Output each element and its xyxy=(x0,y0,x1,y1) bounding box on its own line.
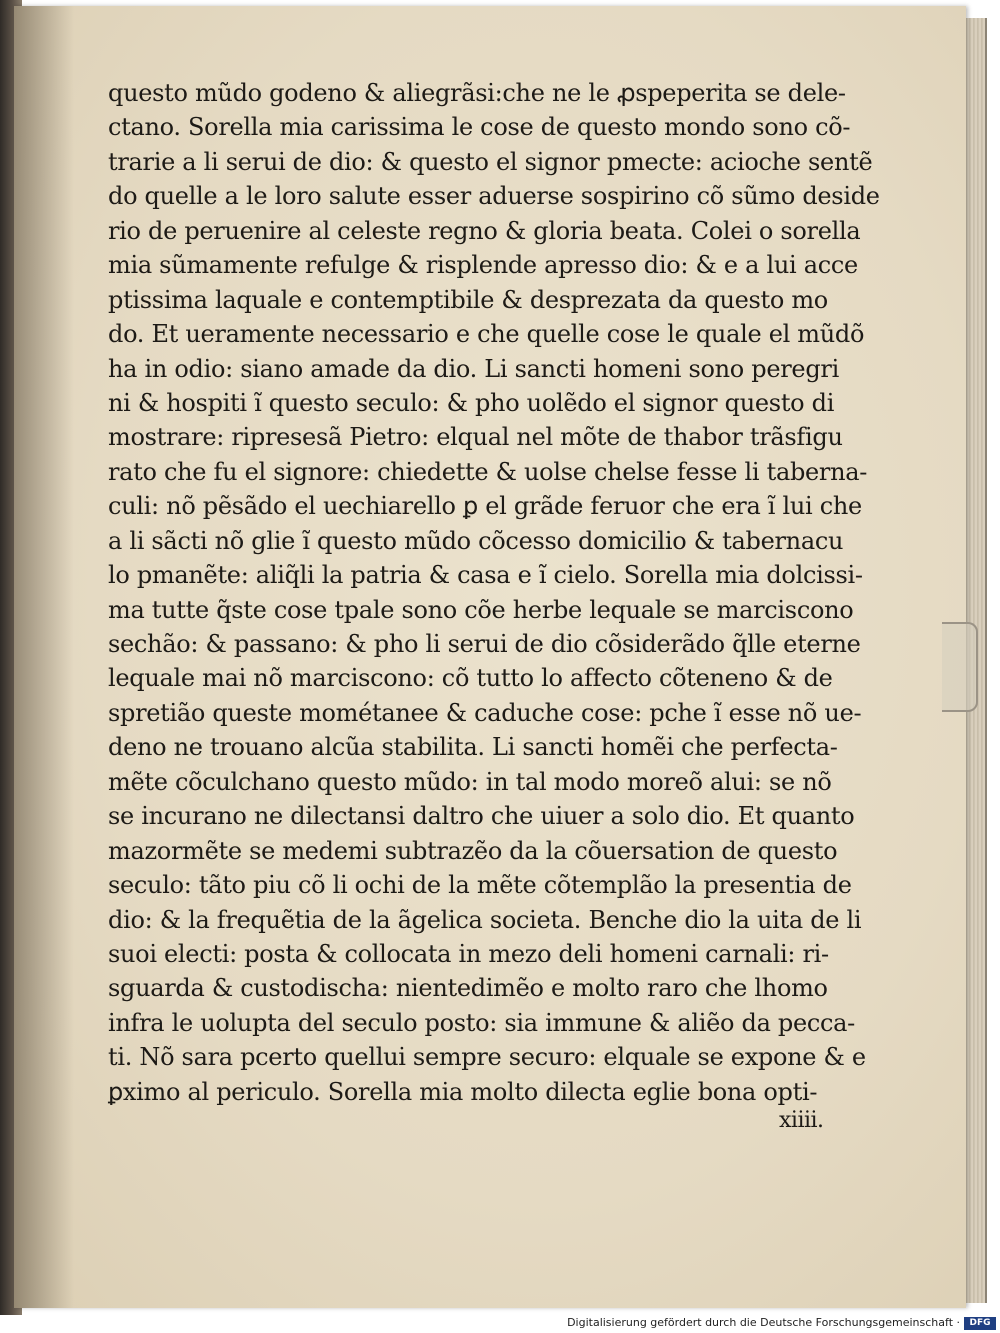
text-line: do quelle a le loro salute esser aduerse sospirino cõ sũmo deside xyxy=(108,182,880,211)
folio-number: xiiii. xyxy=(779,1108,824,1133)
text-line: culi: nõ pẽsãdo el uechiarello ꝑ el grãde feruor che era ĩ lui che xyxy=(108,492,862,521)
text-line: ni & hospiti ĩ questo seculo: & pho uolẽdo el signor questo di xyxy=(108,388,835,417)
page-clip xyxy=(942,622,978,712)
text-line: ha in odio: siano amade da dio. Li sancti homeni sono peregri xyxy=(108,354,839,383)
text-line: ma tutte q̃ste cose tpale sono cõe herbe lequale se marciscono xyxy=(108,595,854,624)
funding-credit: Digitalisierung gefördert durch die Deutsche Forschungsgemeinschaft · xyxy=(567,1316,960,1329)
footer-bar xyxy=(0,1315,1000,1333)
text-line: mia sũmamente refulge & risplende apresso dio: & e a lui acce xyxy=(108,251,858,280)
text-line: lo pmanẽte: aliq̃li la patria & casa e ĩ cielo. Sorella mia dolcissi- xyxy=(108,561,863,590)
text-line: sguarda & custodischa: nientedimẽo e molto raro che lhomo xyxy=(108,974,828,1003)
text-line: ti. Nõ sara pcerto quellui sempre securo: elquale se expone & e xyxy=(108,1043,866,1072)
text-line: mẽte cõculchano questo mũdo: in tal modo moreõ alui: se nõ xyxy=(108,767,832,796)
gutter-shadow xyxy=(14,6,74,1308)
dfg-logo: DFG xyxy=(964,1317,996,1330)
text-line: trarie a li serui de dio: & questo el signor pmecte: acioche sentẽ xyxy=(108,147,873,176)
text-line: seculo: tãto piu cõ li ochi de la mẽte cõtemplão la presentia de xyxy=(108,871,852,900)
text-line: dio: & la frequẽtia de la ãgelica societa. Benche dio la uita de li xyxy=(108,905,862,934)
text-line: ptissima laquale e contemptibile & desprezata da questo mo xyxy=(108,285,828,314)
text-line: se incurano ne dilectansi daltro che uiuer a solo dio. Et quanto xyxy=(108,802,855,831)
text-line: spretião queste mométanee & caduche cose: pche ĩ esse nõ ue- xyxy=(108,698,862,727)
text-line: questo mũdo godeno & aliegrãsi:che ne le ꝓspeperita se dele- xyxy=(108,79,846,107)
text-line: infra le uolupta del seculo posto: sia immune & aliẽo da pecca- xyxy=(108,1008,855,1037)
text-line: mostrare: ripresesã Pietro: elqual nel mõte de thabor trãsfigu xyxy=(108,423,843,452)
text-line: rio de peruenire al celeste regno & gloria beata. Colei o sorella xyxy=(108,216,861,245)
text-line: lequale mai nõ marciscono: cõ tutto lo affecto cõteneno & de xyxy=(108,664,833,693)
text-line: sechão: & passano: & pho li serui de dio cõsiderãdo q̃lle eterne xyxy=(108,630,861,658)
text-line: suoi electi: posta & collocata in mezo deli homeni carnali: ri- xyxy=(108,939,829,968)
text-line: a li sãcti nõ glie ĩ questo mũdo cõcesso domicilio & tabernacu xyxy=(108,526,844,555)
text-line: ꝑximo al periculo. Sorella mia molto dilecta eglie bona opti- xyxy=(108,1077,818,1106)
text-line: do. Et ueramente necessario e che quelle cose le quale el mũdõ xyxy=(108,320,865,349)
text-line: mazormẽte se medemi subtrazẽo da la cõuersation de questo xyxy=(108,836,838,865)
text-line: deno ne trouano alcũa stabilita. Li sancti homẽi che perfecta- xyxy=(108,733,838,762)
text-line: rato che fu el signore: chiedette & uolse chelse fesse li taberna- xyxy=(108,457,868,486)
text-line: ctano. Sorella mia carissima le cose de questo mondo sono cõ- xyxy=(108,113,851,142)
body-text xyxy=(108,76,880,1109)
